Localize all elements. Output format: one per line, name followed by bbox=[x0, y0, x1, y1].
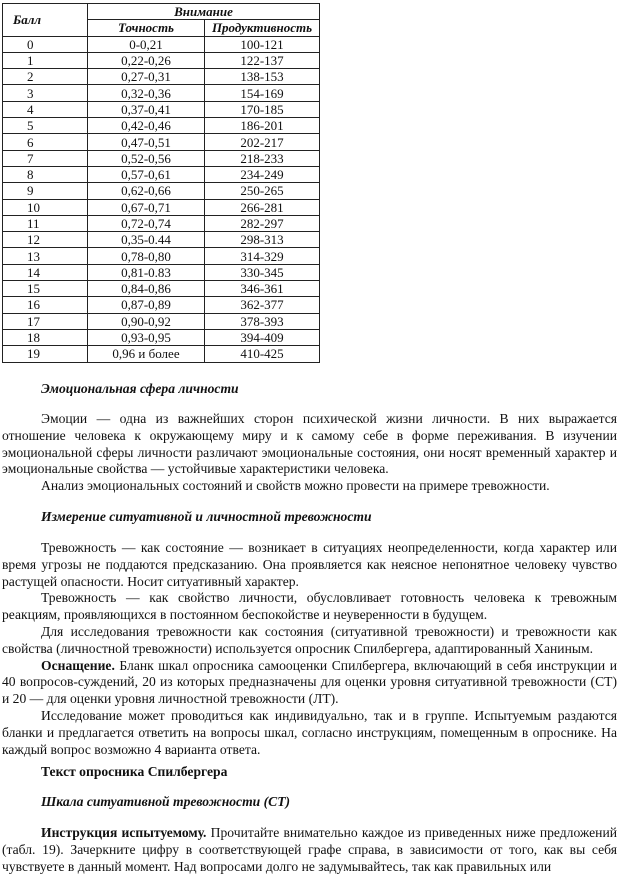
anxiety-body bbox=[2, 540, 617, 758]
cell-accuracy: 0,52-0,56 bbox=[88, 150, 205, 166]
cell-accuracy: 0,35-0.44 bbox=[88, 232, 205, 248]
cell-score: 8 bbox=[3, 166, 88, 182]
cell-score: 3 bbox=[3, 85, 88, 101]
cell-score: 0 bbox=[3, 36, 88, 52]
cell-score: 17 bbox=[3, 313, 88, 329]
score-table bbox=[2, 3, 320, 363]
paragraph-equipment bbox=[2, 658, 617, 708]
section-heading: Эмоциональная сфера личности bbox=[41, 381, 239, 396]
cell-score: 4 bbox=[3, 101, 88, 117]
cell-productivity: 394-409 bbox=[205, 329, 320, 345]
cell-accuracy: 0,57-0,61 bbox=[88, 166, 205, 182]
equipment-label: Оснащение. bbox=[41, 657, 115, 673]
table-row bbox=[3, 232, 320, 248]
table-row bbox=[3, 215, 320, 231]
cell-score: 2 bbox=[3, 69, 88, 85]
cell-score: 13 bbox=[3, 248, 88, 264]
cell-accuracy: 0,87-0,89 bbox=[88, 297, 205, 313]
cell-productivity: 410-425 bbox=[205, 346, 320, 362]
table-row bbox=[3, 134, 320, 150]
header-attention: Внимание bbox=[88, 4, 320, 20]
cell-score: 5 bbox=[3, 118, 88, 134]
table-row bbox=[3, 85, 320, 101]
paragraph: Тревожность — как состояние — возникает в ситуациях неопределенности, когда характер или время угрозы не поддаются предсказанию. Она проявляется как неясное непонятное человеку чувство растущей опасности. Носит ситуативный характер. bbox=[2, 540, 617, 589]
cell-accuracy: 0,81-0.83 bbox=[88, 264, 205, 280]
cell-score: 12 bbox=[3, 232, 88, 248]
table-row bbox=[3, 69, 320, 85]
cell-productivity: 346-361 bbox=[205, 281, 320, 297]
table-row bbox=[3, 297, 320, 313]
table-row bbox=[3, 281, 320, 297]
cell-score: 7 bbox=[3, 150, 88, 166]
table-row bbox=[3, 329, 320, 345]
cell-score: 19 bbox=[3, 346, 88, 362]
table-row bbox=[3, 52, 320, 68]
cell-productivity: 362-377 bbox=[205, 297, 320, 313]
cell-accuracy: 0,84-0,86 bbox=[88, 281, 205, 297]
table-row bbox=[3, 166, 320, 182]
cell-accuracy: 0,27-0,31 bbox=[88, 69, 205, 85]
header-score: Балл bbox=[3, 4, 88, 37]
table-body bbox=[3, 36, 320, 362]
instruction-body bbox=[2, 825, 617, 875]
section-emotional bbox=[2, 381, 617, 397]
cell-accuracy: 0-0,21 bbox=[88, 36, 205, 52]
cell-score: 1 bbox=[3, 52, 88, 68]
table-row bbox=[3, 199, 320, 215]
cell-accuracy: 0,78-0,80 bbox=[88, 248, 205, 264]
section-heading: Текст опросника Спилбергера bbox=[41, 764, 228, 779]
cell-productivity: 314-329 bbox=[205, 248, 320, 264]
paragraph-instruction bbox=[2, 825, 617, 875]
table-row bbox=[3, 264, 320, 280]
cell-accuracy: 0,67-0,71 bbox=[88, 199, 205, 215]
section-anxiety bbox=[2, 509, 617, 525]
cell-productivity: 282-297 bbox=[205, 215, 320, 231]
cell-productivity: 170-185 bbox=[205, 101, 320, 117]
table-row bbox=[3, 248, 320, 264]
cell-accuracy: 0,47-0,51 bbox=[88, 134, 205, 150]
cell-accuracy: 0,37-0,41 bbox=[88, 101, 205, 117]
emotional-body bbox=[2, 411, 617, 495]
cell-productivity: 330-345 bbox=[205, 264, 320, 280]
cell-productivity: 122-137 bbox=[205, 52, 320, 68]
cell-productivity: 186-201 bbox=[205, 118, 320, 134]
paragraph: Анализ эмоциональных состояний и свойств можно провести на примере тревожности. bbox=[41, 478, 550, 494]
equipment-text: Бланк шкал опросника самооценки Спилбергера, включающий в себя инструкции и 40 вопросов-суждений, 20 из которых предназначены для оценки уровня ситуативной тревожности (СТ) и 20 — для оценки уровня личностной тревожности (ЛТ). bbox=[2, 657, 617, 707]
cell-productivity: 378-393 bbox=[205, 313, 320, 329]
section-scale bbox=[2, 794, 617, 810]
cell-productivity: 100-121 bbox=[205, 36, 320, 52]
table-row bbox=[3, 183, 320, 199]
cell-productivity: 234-249 bbox=[205, 166, 320, 182]
cell-score: 9 bbox=[3, 183, 88, 199]
table-row bbox=[3, 101, 320, 117]
cell-productivity: 298-313 bbox=[205, 232, 320, 248]
cell-accuracy: 0,90-0,92 bbox=[88, 313, 205, 329]
section-heading: Шкала ситуативной тревожности (СТ) bbox=[41, 794, 291, 809]
table-row bbox=[3, 346, 320, 362]
section-heading: Измерение ситуативной и личностной тревожности bbox=[41, 509, 372, 524]
cell-accuracy: 0,72-0,74 bbox=[88, 215, 205, 231]
paragraph: Эмоции — одна из важнейших сторон психической жизни личности. В них выражается отношение человека к окружающему миру и к самому себе в форме переживания. В изучении эмоциональной сферы личности различают эмоциональные состояния, они носят временный характер и эмоциональные свойства — устойчивые характеристики человека. bbox=[2, 411, 617, 477]
cell-accuracy: 0,96 и более bbox=[88, 346, 205, 362]
cell-score: 11 bbox=[3, 215, 88, 231]
cell-accuracy: 0,32-0,36 bbox=[88, 85, 205, 101]
header-productivity: Продуктивность bbox=[205, 20, 320, 36]
instruction-text: Прочитайте внимательно каждое из приведенных ниже предложений (табл. 19). Зачеркните цифру в соответствующей графе справа, в зависимости от того, как вы себя чувствуете в данный момент. Над вопросами долго не задумывайтесь, так как правильных или bbox=[2, 825, 617, 874]
table-row bbox=[3, 150, 320, 166]
cell-productivity: 266-281 bbox=[205, 199, 320, 215]
cell-accuracy: 0,93-0,95 bbox=[88, 329, 205, 345]
cell-score: 10 bbox=[3, 199, 88, 215]
section-questionnaire bbox=[2, 764, 617, 780]
table-row bbox=[3, 118, 320, 134]
instruction-label: Инструкция испытуемому. bbox=[41, 825, 207, 840]
cell-score: 14 bbox=[3, 264, 88, 280]
cell-accuracy: 0,22-0,26 bbox=[88, 52, 205, 68]
table-row bbox=[3, 313, 320, 329]
paragraph: Тревожность — как свойство личности, обусловливает готовность человека к тревожным реакциям, проявляющихся в постоянном беспокойстве и неуверенности в будущем. bbox=[2, 590, 617, 623]
paragraph: Для исследования тревожности как состояния (ситуативной тревожности) и тревожности как свойства (личностной тревожности) используется опросник Спилбергера, адаптированный Ханиным. bbox=[2, 623, 617, 656]
cell-productivity: 138-153 bbox=[205, 69, 320, 85]
table-row bbox=[3, 36, 320, 52]
paragraph: Исследование может проводиться как индивидуально, так и в группе. Испытуемым раздаются бланки и предлагается ответить на вопросы шкал, согласно инструкциям, помещенным в опроснике. На каждый вопрос возможно 4 варианта ответа. bbox=[2, 707, 617, 757]
cell-score: 15 bbox=[3, 281, 88, 297]
cell-productivity: 250-265 bbox=[205, 183, 320, 199]
cell-accuracy: 0,62-0,66 bbox=[88, 183, 205, 199]
cell-productivity: 154-169 bbox=[205, 85, 320, 101]
cell-score: 18 bbox=[3, 329, 88, 345]
cell-score: 16 bbox=[3, 297, 88, 313]
cell-accuracy: 0,42-0,46 bbox=[88, 118, 205, 134]
cell-productivity: 218-233 bbox=[205, 150, 320, 166]
cell-productivity: 202-217 bbox=[205, 134, 320, 150]
cell-score: 6 bbox=[3, 134, 88, 150]
header-accuracy: Точность bbox=[88, 20, 205, 36]
